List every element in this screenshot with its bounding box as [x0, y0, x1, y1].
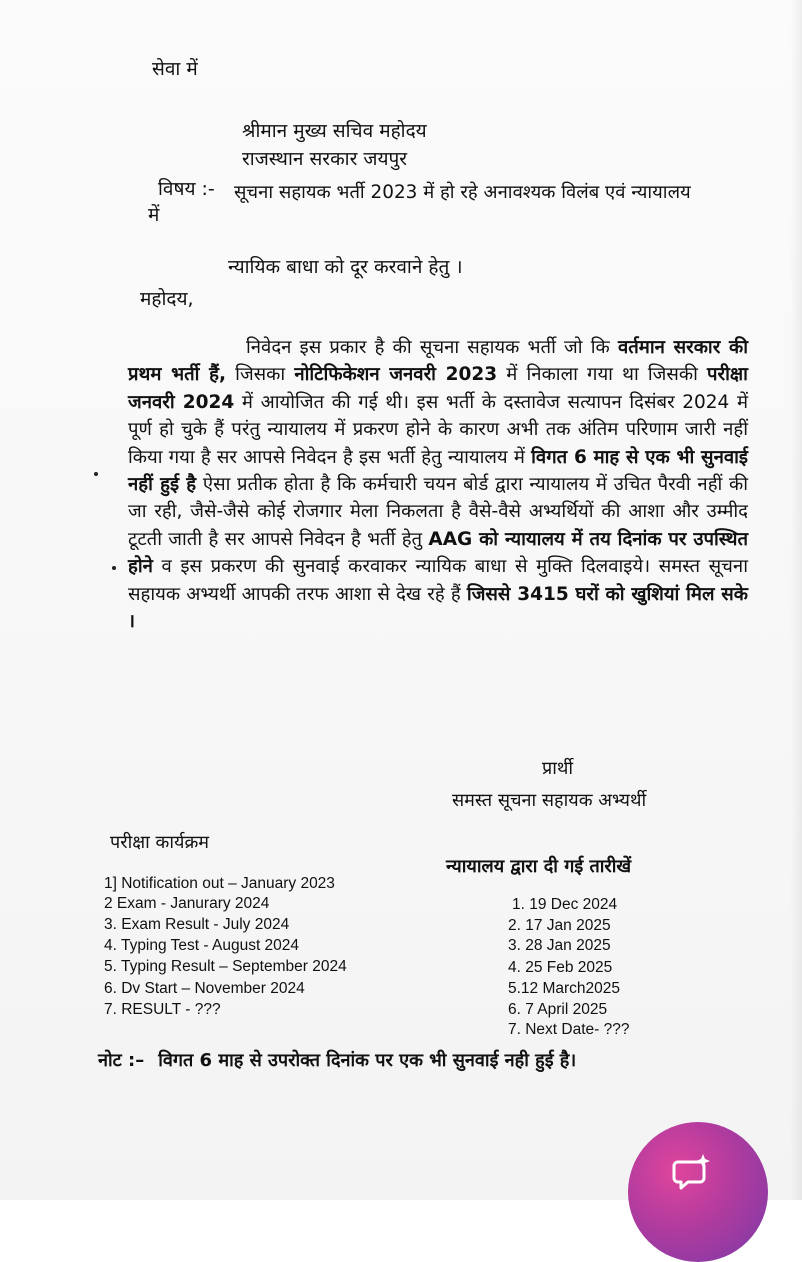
exam-schedule-item: 6. Dv Start – November 2024 — [104, 980, 305, 997]
addressee-line-2: राजस्थान सरकार जयपुर — [242, 148, 408, 170]
paper-edge-shadow — [790, 0, 802, 1200]
exam-schedule-item: 2 Exam - Janurary 2024 — [104, 895, 270, 912]
subject-line-1: सूचना सहायक भर्ती 2023 में हो रहे अनावश्यक विलंब एवं न्यायालय — [234, 182, 691, 203]
body-text: व इस प्रकरण की सुनवाई करवाकर न्यायिक बाधा से मुक्ति दिलवाइये। समस्त सूचना सहायक अभ्यर्थी आपकी तरफ आशा से देख रहे हैं — [128, 556, 748, 605]
body-text: ऐसा प्रतीक होता है कि कर्मचारी चयन बोर्ड द्वारा न्यायालय में उचित पैरवी नहीं की जा रही, जैसे-जैसे कोई रोजगार मेला निकलता है वैसे-वैसे अभ्यर्थियों की आशा और उम्मीद टूटती जाती है सर आपसे निवेदन है भर्ती हेतु — [128, 474, 748, 550]
body-emphasis: परीक्षा जनवरी 2024 — [128, 364, 748, 413]
court-date-item: 5.12 March2025 — [508, 980, 621, 997]
court-date-item: 3. 28 Jan 2025 — [508, 937, 611, 954]
greeting: महोदय, — [140, 288, 194, 310]
signoff-line-2: समस्त सूचना सहायक अभ्यर्थी — [452, 790, 647, 811]
scan-speck — [112, 566, 116, 570]
floating-action-button[interactable] — [628, 1122, 768, 1262]
subject-wrap: में — [148, 204, 160, 226]
exam-schedule-item: 7. RESULT - ??? — [104, 1001, 221, 1018]
note-text: विगत 6 माह से उपरोक्त दिनांक पर एक भी सुनवाई नही हुई है। — [158, 1050, 577, 1071]
exam-schedule-item: 4. Typing Test - August 2024 — [104, 937, 300, 954]
note-label: नोट :– — [98, 1050, 145, 1071]
exam-schedule-item: 1] Notification out – January 2023 — [104, 875, 335, 892]
court-dates-heading: न्यायालय द्वारा दी गई तारीखें — [446, 856, 632, 877]
body-emphasis: नोटिफिकेशन जनवरी 2023 — [294, 364, 498, 386]
subject-label: विषय :- — [158, 178, 215, 200]
body-emphasis: विगत 6 माह से एक भी सुनवाई नहीं हुई है — [128, 446, 748, 496]
body-emphasis: AAG को न्यायालय में तय दिनांक पर उपस्थित होने — [128, 528, 748, 578]
court-date-item: 7. Next Date- ??? — [508, 1021, 630, 1038]
body-text: में आयोजित की गई थी। इस भर्ती के दस्तावेज सत्यापन दिसंबर 2024 में पूर्ण हो चुके हैं परंतु न्यायालय में प्रकरण होने के कारण अभी तक अंतिम परिणाम जारी नहीं किया गया है सर आपसे निवेदन है इस भर्ती हेतु न्यायालय में — [128, 391, 749, 468]
court-date-item: 2. 17 Jan 2025 — [508, 917, 611, 934]
body-emphasis: जिससे 3415 घरों को खुशियां मिल सके । — [128, 583, 748, 633]
body-paragraph — [128, 334, 748, 635]
body-text: जिसका — [226, 364, 295, 386]
exam-schedule-item: 5. Typing Result – September 2024 — [104, 958, 347, 975]
salutation-to: सेवा में — [152, 58, 198, 80]
signoff-line-1: प्रार्थी — [542, 758, 574, 779]
court-date-item: 4. 25 Feb 2025 — [508, 959, 613, 976]
note-block — [98, 1046, 728, 1076]
exam-schedule-item: 3. Exam Result - July 2024 — [104, 916, 290, 933]
body-text: निवेदन इस प्रकार है की सूचना सहायक भर्ती जो कि — [246, 337, 618, 358]
chat-sparkle-icon[interactable] — [672, 1152, 712, 1192]
body-text: में निकाला गया था जिसकी — [497, 364, 708, 386]
body-emphasis: वर्तमान सरकार की प्रथम भर्ती हैं, — [128, 337, 748, 386]
subject-line-2: न्यायिक बाधा को दूर करवाने हेतु । — [228, 256, 463, 278]
court-date-item: 1. 19 Dec 2024 — [512, 896, 618, 913]
court-date-item: 6. 7 April 2025 — [508, 1001, 608, 1018]
scan-speck — [94, 472, 98, 476]
exam-schedule-heading: परीक्षा कार्यक्रम — [110, 832, 210, 853]
addressee-line-1: श्रीमान मुख्य सचिव महोदय — [242, 120, 427, 142]
